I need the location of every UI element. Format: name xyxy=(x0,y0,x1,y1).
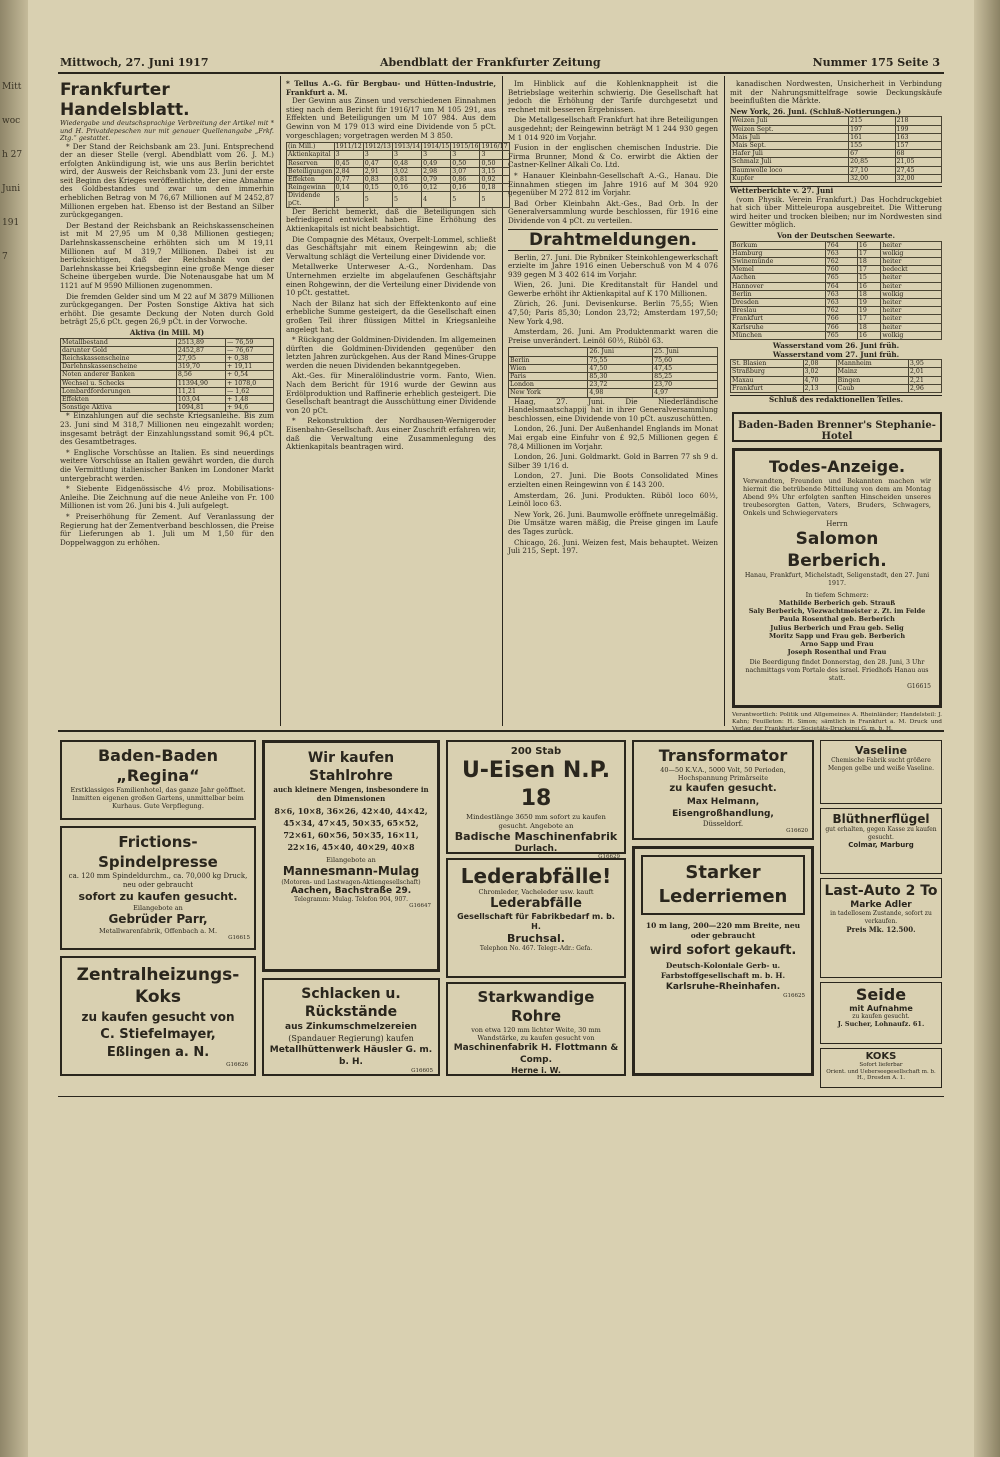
ad-transformator xyxy=(632,740,814,840)
ad-title: U-Eisen N.P. 18 xyxy=(461,758,611,811)
bottom-rule xyxy=(58,1096,944,1097)
ad-text: in tadellosem Zustande, sofort zu verkaufen. xyxy=(830,910,932,925)
ad-stahlrohre xyxy=(262,740,440,972)
table-row: Baumwolle loco 27,10 27,45 xyxy=(731,166,942,174)
table-title: Aktiva (in Mill. M) xyxy=(129,327,205,337)
ad-city: Metallwarenfabrik, Offenbach a. M. xyxy=(98,927,218,935)
table-row: Breslau 762 19 heiter xyxy=(731,307,942,315)
table-row: Dividende pCt. 5 5 5 4 5 5 xyxy=(287,192,510,207)
ad-company: Lederabfälle xyxy=(490,896,582,911)
death-notice-place: Hanau, Frankfurt, Michelstadt, Seligenstadt, den 27. Juni 1917. xyxy=(744,572,930,587)
ad-price: Preis Mk. 12.500. xyxy=(846,925,916,934)
ad-company: Badische Maschinenfabrik xyxy=(454,830,618,843)
column-drahtmeldungen xyxy=(508,80,718,725)
mourner: Moritz Sapp und Frau geb. Berberich xyxy=(768,631,906,640)
ad-presse xyxy=(60,826,256,950)
table-header-row: (in Mill.) 1911/12 1912/13 1913/14 1914/15 1915/16 1916/17 xyxy=(288,143,508,151)
article-paragraph: Im Hinblick auf die Kohlenknappheit ist die Betriebslage weiterhin schwierig. Die Gesellschaft hat jedoch die Erhöhung der Tarife durchgesetzt und rechnet mit besseren Ergebnissen. xyxy=(508,79,718,114)
ad-title: Starkwandige Rohre xyxy=(477,988,595,1025)
ad-company: Orient. und Ueberseegesellschaft m. b. H., Dresden A. 1. xyxy=(826,1068,936,1081)
table-row: Effekten 103,04 + 1,48 xyxy=(61,395,274,403)
table-row: Aktienkapital 3 3 3 3 3 3 xyxy=(287,151,510,159)
article-paragraph: Akt.-Ges. für Mineralölindustrie vorm. Fanto, Wien. Nach dem Bericht für 1916 wurde der Gewinn aus Erdölproduktion und Raffinerie erheblich gesteigert. Die Gesellschaft beantragt die Ausschüttung einer Dividende von 20 pCt. xyxy=(286,371,496,415)
telegram-paragraph: Chicago, 26. Juni. Weizen fest, Mais behauptet. Weizen Juli 215, Sept. 197. xyxy=(508,537,718,556)
table-row: Borkum 764 16 heiter xyxy=(731,241,942,249)
ad-text: Sofort lieferbar xyxy=(859,1062,903,1068)
table-row: Berlin 75,55 75,60 xyxy=(509,356,718,364)
column-rule xyxy=(724,76,725,726)
wasserstand-title: Wasserstand vom 27. Juni früh. xyxy=(772,349,900,359)
ad-title: Vaseline xyxy=(854,744,908,757)
ad-sub: auch kleinere Mengen, insbesondere in den Dimensionen xyxy=(273,785,429,803)
ad-company: Deutsch-Koloniale Gerb- u. Farbstoffgesellschaft m. b. H. xyxy=(660,961,786,980)
telegram-paragraph: Amsterdam, 26. Juni. Am Produktenmarkt waren die Preise unverändert. Leinöl 60½, Rüböl 63. xyxy=(508,327,718,345)
ad-company: J. Sucher, Lohnaufz. 61. xyxy=(837,1020,925,1028)
ad-title: Seide xyxy=(855,985,907,1004)
mourner: Arno Sapp und Frau xyxy=(800,640,874,649)
table-row: Weizen Juli 215 218 xyxy=(731,117,942,125)
death-notice-intro: Verwandten, Freunden und Bekannten machen wir hiermit die betrübende Mitteilung von dem am Montag Abend 9¾ Uhr erfolgten sanften Hinscheiden unseres treubesorgten Gatten, Vaters, Bruders, Schwagers, Onkels und Schwiegervaters xyxy=(743,477,931,517)
header-date: Mittwoch, 27. Juni 1917 xyxy=(60,56,209,69)
telegram-paragraph: Wien, 26. Juni. Die Kreditanstalt für Handel und Gewerbe erhöht ihr Aktienkapital auf K 170 Millionen. xyxy=(508,280,718,298)
article-paragraph: Metallwerke Unterweser A.-G., Nordenham. Das Unternehmen erzielte im abgelaufenen Geschäftsjahr einen Rohgewinn, der die Verteilung einer Dividende von 10 pCt. gestattet. xyxy=(286,262,496,298)
ad-code: G16625 xyxy=(783,993,805,999)
mourner: Paula Rosenthal geb. Berberich xyxy=(779,615,895,624)
telegram-paragraph: Zürich, 26. Juni. Devisenkurse. Berlin 75,55; Wien 47,50; Paris 85,30; London 23,72; Amsterdam 197,50; New York 4,98. xyxy=(508,299,718,326)
wasserstand-table xyxy=(730,359,942,393)
table-row: Darlehnskassenscheine 319,70 + 19,11 xyxy=(61,363,274,371)
table-row: Reichskassenscheine 27,95 + 0,38 xyxy=(61,354,274,362)
hotel-ad xyxy=(732,412,942,442)
article-paragraph: * Der Stand der Reichsbank am 23. Juni. Entsprechend der an dieser Stelle (vergl. Abendblatt vom 26. J. M.) erfolgten Ankündigung ist, wie uns aus Berlin berichtet wird, der Ausweis der Reichsbank vom 23. Juni der erste seit Beginn des Krieges veröffentlichte, der eine Abnahme des Goldbestandes und zwar um den immerhin erheblichen Betrag von M 76,67 Millionen auf M 2452,87 Millionen ergeben hat. Ebenso ist der Bestand an Silber zurückgegangen. xyxy=(60,141,274,220)
ad-regina xyxy=(60,740,256,820)
ad-cta: zu kaufen gesucht von xyxy=(81,1010,235,1024)
ad-title: Wir kaufen Stahlrohre xyxy=(307,750,395,784)
page-header xyxy=(60,56,940,72)
telegram-paragraph: London, 26. Juni. Der Außenhandel Englands im Monat Mai ergab eine Einfuhr von £ 92,5 Millionen gegen £ 78,4 Millionen im Vorjahr. xyxy=(508,424,718,451)
article-paragraph: Die fremden Gelder sind um M 22 auf M 3879 Millionen zurückgegangen. Der Posten Sonstige Aktiva hat sich erhöht. Die gesamte Deckung der Noten durch Gold beträgt 25,6 pCt. gegen 26,9 pCt. in der Vorwoche. xyxy=(60,291,274,327)
ad-text: Erstklassiges Familienhotel, das ganze Jahr geöffnet. Inmitten eigenen großen Gartens, unmittelbar beim Kurhaus. Gute Verpflegung. xyxy=(70,786,246,810)
mourners-list xyxy=(743,599,931,656)
ad-code: G16629 xyxy=(598,854,620,860)
header-masthead: Abendblatt der Frankfurter Zeitung xyxy=(380,56,601,69)
ad-code: G16620 xyxy=(786,828,808,834)
ad-code: G16626 xyxy=(226,1062,248,1068)
ad-rohre xyxy=(446,982,626,1076)
article-paragraph: kanadischen Nordwesten, Unsicherheit in Verbindung mit der Nahrungsmittelfrage sowie Deckungskäufe beeinflußten die Märkte. xyxy=(730,79,942,106)
weather-title: Wetterberichte v. 27. Juni xyxy=(730,186,942,196)
table-row: Wechsel u. Schecks 11394,90 + 1078,0 xyxy=(61,379,274,387)
ad-seide xyxy=(820,982,942,1044)
ad-title: Baden-Baden „Regina“ xyxy=(97,746,218,785)
ad-code: G16615 xyxy=(907,683,931,691)
death-notice-herr: Herrn xyxy=(826,520,848,528)
ad-city: Aachen, Bachstraße 29. xyxy=(290,886,412,896)
table-row: Noten anderer Banken 8,56 + 0,54 xyxy=(61,371,274,379)
ad-text: Chromleder, Vacheleder usw. kauft xyxy=(478,888,594,896)
ad-title: KOKS xyxy=(865,1051,897,1062)
table-row: Hamburg 763 17 wolkig xyxy=(731,249,942,257)
table-row: Mais Juli 161 163 xyxy=(731,133,942,141)
spine-text: Mittwoch 27 Juni 1917 xyxy=(2,82,23,262)
article-paragraph: * Siebente Eidgenössische 4½ proz. Mobilisations-Anleihe. Die Zeichnung auf die neue Anleihe von Fr. 100 Millionen ist vom 26. Juni bis 4. Juli aufgelegt. xyxy=(60,484,274,511)
ad-gov: (Spandauer Regierung) kaufen xyxy=(288,1034,414,1043)
seewarte-title: Von der Deutschen Seewarte. xyxy=(777,230,895,240)
ad-company: Colmar, Marburg xyxy=(848,841,914,849)
article-paragraph: * Rückgang der Goldminen-Dividenden. Im allgemeinen dürften die Goldminen-Dividenden gegenüber den letzten Jahren zurückgehen. Aus der Rand Mines-Gruppe werden die neuen Dividenden bekanntgegeben. xyxy=(286,335,496,370)
ad-sub: mit Aufnahme xyxy=(849,1004,913,1013)
weather-paragraph: (vom Physik. Verein Frankfurt.) Das Hochdruckgebiet hat sich über Mitteleuropa ausgebreitet. Die Witterung wird heiter und trocken bleiben; nur im Nordwesten sind Gewitter möglich. xyxy=(730,194,942,230)
ad-city: Durlach. xyxy=(514,844,558,854)
table-row: Mais Sept. 155 157 xyxy=(731,141,942,149)
ad-code: G16647 xyxy=(409,903,431,909)
mourners-label: In tiefem Schmerz: xyxy=(805,591,869,599)
ad-title: Blüthnerflügel xyxy=(832,812,930,826)
ad-text: zu kaufen gesucht. xyxy=(852,1013,910,1020)
telegram-paragraph: London, 27. Juni. Die Boots Consolidated Mines erzielten einen Reingewinn von £ 143 200. xyxy=(508,471,718,489)
mourner: Julius Berberich und Frau geb. Selig xyxy=(770,623,904,632)
table-row: Swinemünde 762 18 heiter xyxy=(731,257,942,265)
ad-auto xyxy=(820,878,942,978)
wasserstand-title: Wasserstand vom 26. Juni früh. xyxy=(772,341,900,350)
ad-title: Zentralheizungs-Koks xyxy=(76,965,240,1007)
table-row: darunter Gold 2452,87 — 76,67 xyxy=(61,346,274,354)
ad-text: Chemische Fabrik sucht größere Mengen gelbe und weiße Vaseline. xyxy=(827,757,935,772)
imprint xyxy=(732,712,942,732)
table-row: Weizen Sept. 197 199 xyxy=(731,125,942,133)
ad-cta: wird sofort gekauft. xyxy=(649,943,797,958)
ad-city: Bruchsal. xyxy=(507,932,565,945)
ad-city: Düsseldorf. xyxy=(702,820,744,828)
table-row: München 765 16 wolkig xyxy=(731,331,942,339)
article-paragraph: * Rekonstruktion der Nordhausen-Wernigeroder Eisenbahn-Gesellschaft. Aus einer Zuschrift erfahren wir, daß die Verwaltung eine Zusammenlegung des Aktienkapitals beantragen wird. xyxy=(286,416,496,452)
telegram-paragraph: New York, 26. Juni. Baumwolle eröffnete unregelmäßig. Die Umsätze waren mäßig, die Preise gingen im Laufe des Tages zurück. xyxy=(508,509,718,536)
binding-spine xyxy=(0,0,28,1457)
ad-title: Last-Auto 2 To xyxy=(824,883,938,899)
ad-fluegel xyxy=(820,808,942,874)
table-row: Memel 760 17 bedeckt xyxy=(731,266,942,274)
ad-city: Karlsruhe-Rheinhafen. xyxy=(665,982,781,992)
ad-text: gut erhalten, gegen Kasse zu kaufen gesucht. xyxy=(825,826,937,841)
table-row: Frankfurt 2,13 Caub 2,96 xyxy=(731,384,942,392)
ad-text: 40—50 K.V.A., 5000 Volt, 50 Perioden, Hochspannung Primärseite xyxy=(660,766,786,782)
ad-title: Frictions-Spindelpresse xyxy=(98,833,218,871)
ad-text: 10 m lang, 200—220 mm Breite, neu oder gebraucht xyxy=(645,921,801,940)
column-handelsblatt xyxy=(60,80,274,725)
redaktion-end: Schluß des redaktionellen Teiles. xyxy=(730,395,942,405)
table-row: Metallbestand 2513,89 — 76,59 xyxy=(61,338,274,346)
article-paragraph: * Preiserhöhung für Zement. Auf Veranlassung der Regierung hat der Zementverband beschlossen, die Preise für Lieferungen ab 1. Juli um M 1,50 für den Doppelwaggon zu erhöhen. xyxy=(60,511,274,547)
telegram-paragraph: Berlin, 27. Juni. Die Rybniker Steinkohlengewerkschaft erzielte im Jahre 1916 einen Ueberschuß von M 4 076 939 gegen M 3 402 614 im Vorjahr. xyxy=(508,252,718,279)
ad-koks xyxy=(60,956,256,1076)
article-paragraph: Bad Orber Kleinbahn Akt.-Ges., Bad Orb. In der Generalversammlung wurde beschlossen, für 1916 eine Dividende von 4 pCt. zu verteilen. xyxy=(508,198,718,225)
ad-riemen xyxy=(632,846,814,1076)
funeral-info: Die Beerdigung findet Donnerstag, den 28. Juni, 3 Uhr nachmittags vom Portale des israel. Friedhofs Hanau aus statt. xyxy=(745,659,929,683)
table-row: Karlsruhe 766 18 heiter xyxy=(731,323,942,331)
section-title: Frankfurter Handelsblatt. xyxy=(60,80,190,120)
table-row: Kupfer 32,00 32,00 xyxy=(731,174,942,182)
ad-company: Gebrüder Parr, xyxy=(108,912,208,926)
deceased-name: Salomon Berberich. xyxy=(787,529,887,571)
article-paragraph: * Einzahlungen auf die sechste Kriegsanleihe. Bis zum 23. Juni sind M 318,7 Millionen neu eingezahlt worden; insgesamt beträgt der Einzahlungsstand somit 96,4 pCt. des Gesamtbetrages. xyxy=(60,411,274,447)
drahtmeldungen-title: Drahtmeldungen. xyxy=(508,229,718,251)
table-row: Dresden 763 19 heiter xyxy=(731,298,942,306)
section-subtitle: Wiedergabe und deutschsprachige Verbreitung der Artikel mit * und H. Privatdepeschen nur mit genauer Quellenangabe „Frkf. Ztg.“ gestattet. xyxy=(60,119,274,142)
ad-code: G16615 xyxy=(228,935,250,941)
article-paragraph: Fusion in der englischen chemischen Industrie. Die Firma Brunner, Mond & Co. erwirbt die Aktien der Castner-Kellner Alkali Co. Ltd. xyxy=(508,143,718,170)
table-row: New York 4,98 4,97 xyxy=(509,389,718,397)
table-row: Lombardforderungen 11,21 — 1,62 xyxy=(61,387,274,395)
ad-tel: Telegramm: Mulag. Telefon 904, 907. xyxy=(293,896,409,903)
exchange-table xyxy=(508,347,718,397)
death-notice-title: Todes-Anzeige. xyxy=(768,457,906,476)
ad-tel: Telephon No. 467. Telegr.-Adr.: Gefa. xyxy=(479,945,593,952)
mourner: Joseph Rosenthal und Frau xyxy=(787,648,887,657)
ad-title: Starker Lederriemen xyxy=(641,855,805,915)
table-row: Hannover 764 16 heiter xyxy=(731,282,942,290)
ad-cta: zu kaufen gesucht. xyxy=(669,783,777,794)
table-row: Paris 85,30 85,25 xyxy=(509,373,718,381)
ad-title: Schlacken u. Rückstände xyxy=(301,986,401,1020)
header-rule xyxy=(58,72,944,74)
ad-title: Lederabfälle! xyxy=(460,864,612,888)
telegram-paragraph: Haag, 27. Juni. Die Niederländische Handelsmaatschappij hat in ihrer Generalversammlung beschlossen, eine Dividende von 10 pCt. auszuschütten. xyxy=(508,396,718,423)
ad-company: Metallhüttenwerk Häusler G. m. b. H. xyxy=(269,1045,433,1067)
table-row: Reserven 0,45 0,47 0,48 0,49 0,50 0,50 xyxy=(287,159,510,167)
reichsbank-table xyxy=(60,338,274,413)
ad-text: von etwa 120 mm lichter Weite, 30 mm Wandstärke, zu kaufen gesucht von xyxy=(471,1026,601,1042)
article-paragraph: * Englische Vorschüsse an Italien. Es sind neuerdings weitere Vorschüsse an Italien gewährt worden, die durch die Vermittlung italienischer Banken im Londoner Markt untergebracht werden. xyxy=(60,447,274,483)
table-row: Maxau 4,70 Bingen 2,21 xyxy=(731,376,942,384)
ad-company-sub: (Motoren- und Lastwagen-Aktiengesellschaft) xyxy=(281,879,421,886)
ad-koks2 xyxy=(820,1048,942,1088)
table-row: Straßburg 3,02 Mainz 2,01 xyxy=(731,368,942,376)
ad-offer: Eilangebote an xyxy=(133,904,183,912)
article-paragraph: Nach der Bilanz hat sich der Effektenkonto auf eine erhebliche Summe gesteigert, da die Gesellschaft einen großen Teil ihrer flüssigen Mittel in Kriegsanleihe angelegt hat. xyxy=(286,298,496,334)
ad-sub: Marke Adler xyxy=(850,900,912,910)
imprint-text: Verantwortlich: Politik und Allgemeines A. Rheinländer; Handelsteil: J. Kahn; Feuilleton: H. Simon; sämtlich in Frankfurt a. M. Druck und Verlag der Frankfurter Societäts-Druckerei G. m. b. H. xyxy=(732,712,942,732)
markets-table xyxy=(730,116,942,183)
ad-company: Mannesmann-Mulag xyxy=(282,864,420,878)
telegram-paragraph: London, 26. Juni. Goldmarkt. Gold in Barren 77 sh 9 d. Silber 39 1/16 d. xyxy=(508,452,718,470)
page-edge xyxy=(974,0,1000,1457)
ad-vaseline xyxy=(820,740,942,804)
ad-company: Max Helmann, Eisengroßhandlung, xyxy=(672,797,774,819)
table-row: Reingewinn 0,14 0,15 0,16 0,12 0,16 0,18 xyxy=(287,184,510,192)
ad-offer: Eilangebote an xyxy=(326,856,376,864)
ad-company: Maschinenfabrik H. Flottmann & Comp. xyxy=(453,1043,619,1065)
table-row: Schmalz Juli 20,85 21,05 xyxy=(731,158,942,166)
article-title: * Tellus A.-G. für Bergbau- und Hütten-Industrie, Frankfurt a. M. xyxy=(286,79,496,97)
article-paragraph: Die Compagnie des Métaux, Overpelt-Lommel, schließt das Geschäftsjahr mit einem Reingewinn ab; die Verwaltung schlägt die Verteilung einer Dividende vor. xyxy=(286,234,496,261)
article-paragraph: Der Bericht bemerkt, daß die Beteiligungen sich befriedigend entwickelt haben. Eine Erhöhung des Aktienkapitals ist nicht beabsichtigt. xyxy=(286,206,496,233)
ad-company2: Gesellschaft für Fabrikbedarf m. b. H. xyxy=(457,912,615,931)
ad-schlacken xyxy=(262,978,440,1076)
table-row: Sonstige Aktiva 1094,81 + 94,6 xyxy=(61,404,274,412)
table-row: Effekten 0,77 0,83 0,81 0,79 0,86 0,92 xyxy=(287,175,510,183)
ad-leder xyxy=(446,858,626,978)
table-row: Aachen 765 15 heiter xyxy=(731,274,942,282)
ad-text: ca. 120 mm Spindeldurchm., ca. 70,000 kg Druck, neu oder gebraucht xyxy=(68,872,248,889)
ad-code: G16605 xyxy=(411,1068,433,1074)
mourner: Saly Berberich, Viezwachtmeister z. Zt. im Felde xyxy=(748,607,926,616)
ad-company: C. Stiefelmayer, Eßlingen a. N. xyxy=(100,1027,216,1060)
hotel-ad-text: Baden-Baden Brenner's Stephanie-Hotel xyxy=(738,420,936,442)
mourner: Mathilde Berberich geb. Strauß xyxy=(778,599,896,607)
table-row: Frankfurt 766 17 heiter xyxy=(731,315,942,323)
tellus-table xyxy=(286,142,510,208)
ad-dims: 8×6, 10×8, 36×26, 42×40, 44×42, 45×34, 47×45, 50×35, 65×52, 72×61, 60×56, 50×35, 16×11, 22×16, 45×40, 40×29, 40×8 xyxy=(274,806,428,852)
ad-title: Transformator xyxy=(658,746,788,765)
column-rule xyxy=(280,76,281,726)
ad-ueisen xyxy=(446,740,626,860)
ad-top: 200 Stab xyxy=(510,746,562,757)
header-number: Nummer 175 Seite 3 xyxy=(812,56,940,69)
column-companies xyxy=(286,79,508,725)
telegram-paragraph: Amsterdam, 26. Juni. Produkten. Rüböl loco 60½, Leinöl loco 63. xyxy=(508,490,718,509)
table-row: Hafer Juli 67 68 xyxy=(731,150,942,158)
ad-city: Herne i. W. xyxy=(511,1066,561,1075)
article-paragraph: Die Metallgesellschaft Frankfurt hat ihre Beteiligungen ausgedehnt; der Reingewinn beträgt M 1 244 930 gegen M 1 014 920 im Vorjahr. xyxy=(508,115,718,142)
article-paragraph: Der Gewinn aus Zinsen und verschiedenen Einnahmen stieg nach dem Bericht für 1916/17 um M 105 291, aus Effekten und Beteiligungen um M 107 984. Aus dem Gewinn von M 179 013 wird eine Dividende von 5 pCt. vorgeschlagen; vorgetragen werden M 3 850. xyxy=(286,96,496,140)
table-row: St. Blasien 2,08 Mannheim 3,95 xyxy=(731,360,942,368)
seewarte-table xyxy=(730,241,942,340)
table-row: Beteiligungen 2,84 2,91 3,02 2,98 3,07 3,15 xyxy=(287,167,510,175)
death-notice xyxy=(732,448,942,708)
ad-sub: aus Zinkumschmelzereien xyxy=(285,1022,417,1032)
table-row: Berlin 763 18 wolkig xyxy=(731,290,942,298)
markets-title: New York, 26. Juni. (Schluß-Notierungen.) xyxy=(730,106,902,116)
table-row: Wien 47,50 47,45 xyxy=(509,364,718,372)
article-paragraph: Der Bestand der Reichsbank an Reichskassenscheinen ist mit M 27,95 um M 0,38 Millionen gestiegen; Darlehnskassenscheine erhöhten sich um M 19,11 Millionen auf M 319,7 Millionen. Dabei ist zu berücksichtigen, daß der Reichsbank von der Darlehnskasse bei Kriegsbeginn eine große Menge dieser Scheine übergeben wurde. Die Notenausgabe hat um M 1121 auf M 9590 Millionen zugenommen. xyxy=(60,220,274,290)
table-header-row: 26. Juni 25. Juni xyxy=(509,348,718,356)
ad-text: Mindestlänge 3650 mm sofort zu kaufen gesucht. Angebote an xyxy=(466,813,606,830)
ad-cta: sofort zu kaufen gesucht. xyxy=(78,890,238,903)
table-row: London 23,72 23,70 xyxy=(509,381,718,389)
article-paragraph: * Hanauer Kleinbahn-Gesellschaft A.-G., Hanau. Die Einnahmen stiegen im Jahre 1916 auf M 304 920 gegenüber M 272 812 im Vorjahr. xyxy=(508,170,718,198)
